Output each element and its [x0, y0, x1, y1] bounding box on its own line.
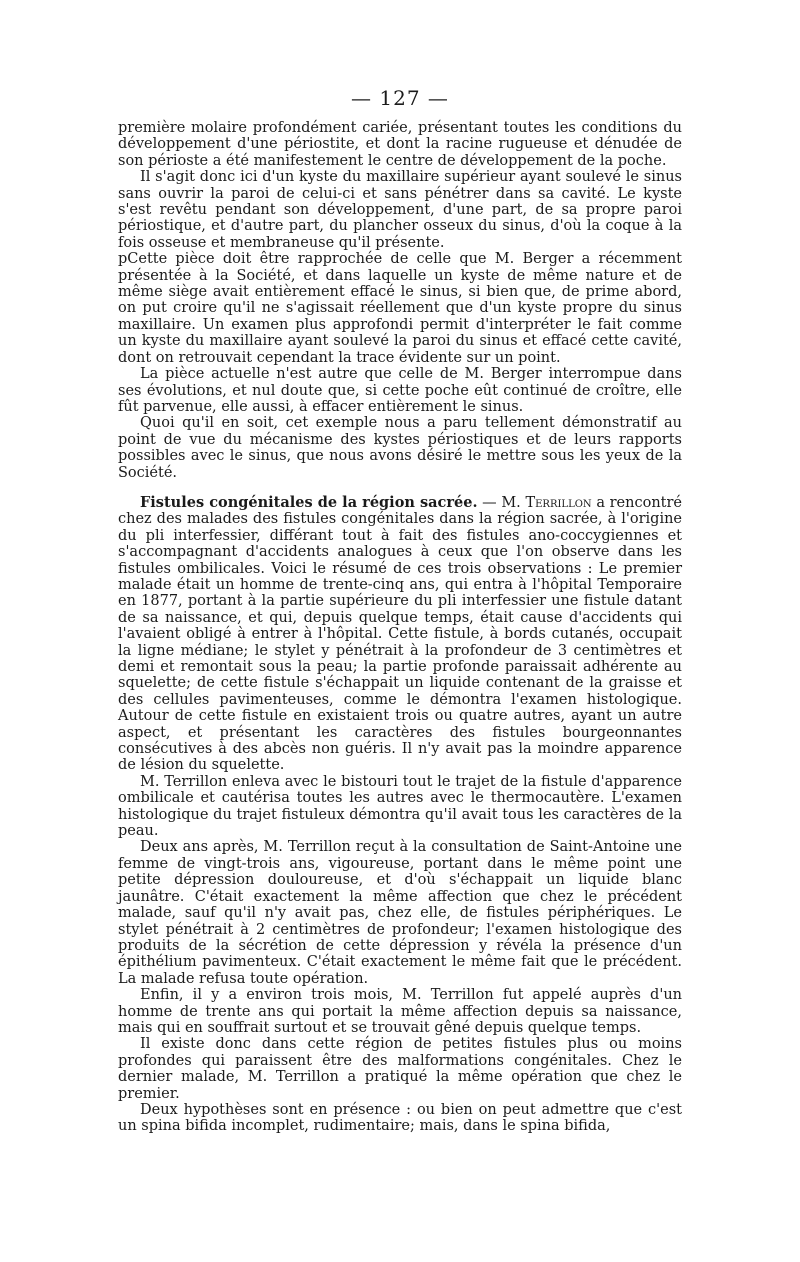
section-dash: — M.	[477, 494, 526, 511]
paragraph: M. Terrillon enleva avec le bistouri tout le trajet de la fistule d'apparence ombilicale et cautérisa toutes les autres avec le thermocautère. L'examen histologique du trajet fistuleux démontra qu'il avait tous les caractères de la peau.	[118, 773, 682, 840]
paragraph: Deux ans après, M. Terrillon reçut à la consultation de Saint-Antoine une femme de vingt-trois ans, vigoureuse, portant dans le même point une petite dépression douloureuse, et d'où s'échappait un liquide blanc jaunâtre. C'était exactement la même affection que chez le précédent malade, sauf qu'il n'y avait pas, chez elle, de fistules périphériques. Le stylet pénétrait à 2 centimètres de profondeur; l'examen histologique des produits de la sécrétion de cette dépression y révéla la présence d'un épithélium pavimenteux. C'était exactement le même fait que le précédent. La malade refusa toute opération.	[118, 839, 682, 987]
page-number: — 127 —	[351, 86, 449, 110]
paragraph: pCette pièce doit être rapprochée de celle que M. Berger a récemment présentée à la Société, et dans laquelle un kyste de même nature et de même siège avait entièrement effacé le sinus, si bien que, de prime abord, on put croire qu'il ne s'agissait réellement que d'un kyste propre du sinus maxillaire. Un examen plus approfondi permit d'interpréter le fait comme un kyste du maxillaire ayant soulevé la paroi du sinus et effacé cette cavité, dont on retrouvait cependant la trace évidente sur un point.	[118, 251, 682, 366]
paragraph: première molaire profondément cariée, présentant toutes les conditions du développement d'une périostite, et dont la racine rugueuse et dénudée de son périoste a été manifestement le centre de développement de la poche.	[118, 120, 682, 169]
section-first-paragraph	[118, 495, 682, 774]
section-author: Terrillon	[525, 494, 592, 511]
section-lead-text: a rencontré chez des malades des fistules congénitales dans la région sacrée, à l'origine du pli interfessier, différant tout à fait des fistules ano-coccygiennes et s'accompagnant d'accidents analogues à ceux que l'on observe dans les fistules ombilicales. Voici le résumé de ces trois observations : Le premier malade était un homme de trente-cinq ans, qui entra à l'hôpital Temporaire en 1877, portant à la partie supérieure du pli interfessier une fistule datant de sa naissance, et qui, depuis quelque temps, était cause d'accidents qui l'avaient obligé à entrer à l'hôpital. Cette fistule, à bords cutanés, occupait la ligne médiane; le stylet y pénétrait à la profondeur de 3 centimètres et demi et remontait sous la peau; la partie profonde paraissait adhérente au squelette; de cette fistule s'échappait un liquide contenant de la graisse et des cellules pavimenteuses, comme le démontra l'examen histologique. Autour de cette fistule en existaient trois ou quatre autres, ayant un autre aspect, et présentant les caractères des fistules bourgeonnantes consécutives à des abcès non guéris. Il n'y avait pas la moindre apparence de lésion du squelette.	[118, 494, 682, 774]
section-heading: Fistules congénitales de la région sacrée.	[140, 493, 478, 511]
paragraph: Deux hypothèses sont en présence : ou bien on peut admettre que c'est un spina bifida incomplet, rudimentaire; mais, dans le spina bifida,	[118, 1101, 682, 1135]
paragraph: Il existe donc dans cette région de petites fistules plus ou moins profondes qui paraissent être des malformations congénitales. Chez le dernier malade, M. Terrillon a pratiqué la même opération que chez le premier.	[118, 1036, 682, 1102]
paragraph: Il s'agit donc ici d'un kyste du maxillaire supérieur ayant soulevé le sinus sans ouvrir la paroi de celui-ci et sans pénétrer dans sa cavité. Le kyste s'est revêtu pendant son développement, d'une part, de sa propre paroi périostique, et d'autre part, du plancher osseux du sinus, d'où la coque à la fois osseuse et membraneuse qu'il présente.	[118, 169, 682, 251]
body-text	[118, 120, 682, 1135]
paragraph: La pièce actuelle n'est autre que celle de M. Berger interrompue dans ses évolutions, et nul doute que, si cette poche eût continué de croître, elle fût parvenue, elle aussi, à effacer entièrement le sinus.	[118, 366, 682, 415]
paragraph: Quoi qu'il en soit, cet exemple nous a paru tellement démonstratif au point de vue du mécanisme des kystes périostiques et de leurs rapports possibles avec le sinus, que nous avons désiré le mettre sous les yeux de la Société.	[118, 415, 682, 481]
paragraph: Enfin, il y a environ trois mois, M. Terrillon fut appelé auprès d'un homme de trente ans qui portait la même affection depuis sa naissance, mais qui en souffrait surtout et se trouvait gêné depuis quelque temps.	[118, 987, 682, 1036]
